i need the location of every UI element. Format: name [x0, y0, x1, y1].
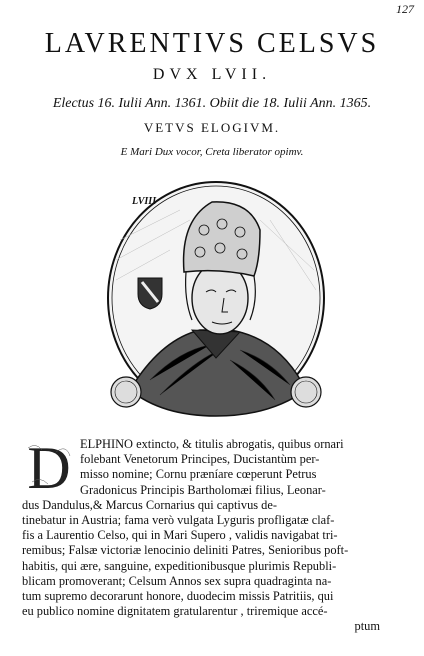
elogium-heading: VETVS ELOGIVM. — [143, 120, 281, 135]
biography-text — [22, 437, 404, 635]
text-line: ptum — [354, 619, 380, 634]
elogium-text: E Mari Dux vocor, Creta liberator opimv. — [120, 146, 304, 158]
text-line: dus Dandulus,& Marcus Cornarius qui captivus de- — [22, 497, 278, 512]
coat-of-arms-icon — [136, 276, 164, 310]
svg-text:D: D — [27, 438, 71, 494]
text-line: eu publico nomine dignitatem gratularentur , triremique accé- — [22, 604, 328, 619]
page-title: LAVRENTIVS CELSVS — [44, 28, 380, 59]
text-line: blicam promoverant; Celsum Annos sex supra quadraginta na- — [22, 573, 332, 588]
text-line: ELPHINO extincto, & titulis abrogatis, quibus ornari — [80, 437, 344, 451]
text-line: remibus; Falsæ victoriæ lenocinio deliniti Patres, Senioribus poft- — [22, 543, 349, 558]
page-number: 127 — [396, 2, 414, 16]
text-line: folebant Venetorum Principes, Ducistantùm per- — [80, 452, 320, 467]
text-line: misso nomine; Cornu præníare cœperunt Petrus — [80, 467, 317, 482]
doge-portrait — [100, 180, 332, 424]
text-line: fis a Laurentio Celso, qui in Mari Supero , validis navigabat tri- — [22, 528, 338, 543]
text-line: habitis, qui ære, sanguine, expeditionibusque plurimis Republi- — [22, 558, 337, 573]
text-line: tum supremo decorarunt honore, duodecim missis Patritiis, qui — [22, 589, 334, 604]
text-line: tinebatur in Austria; fama verò vulgata Lyguris profligatæ claf- — [22, 513, 335, 528]
reign-dates: Electus 16. Iulii Ann. 1361. Obiit die 18. Iulii Ann. 1365. — [52, 96, 372, 111]
text-line: Gradonicus Principis Bartholomæi filius, Leonar- — [80, 482, 326, 497]
doge-number: DVX LVII. — [152, 66, 272, 83]
portrait-numeral: LVIII — [132, 196, 157, 207]
